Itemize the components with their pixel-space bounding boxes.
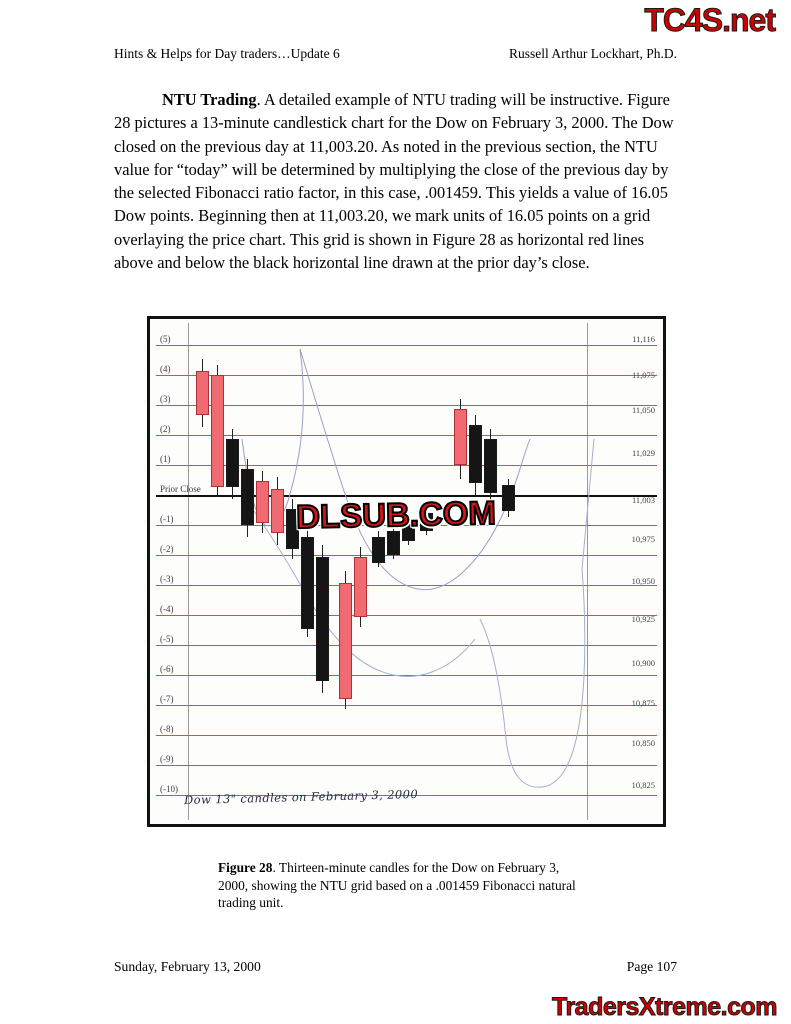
grid-label-left: (3)	[160, 394, 171, 404]
watermark-top-right: TC4S.net	[644, 2, 775, 38]
grid-label-left: (-8)	[160, 724, 174, 734]
ntu-grid-line	[156, 765, 657, 766]
footer-date: Sunday, February 13, 2000	[114, 959, 261, 974]
page-footer	[114, 959, 677, 975]
price-label-right: 10,825	[631, 780, 655, 790]
price-label-right: 11,003	[631, 495, 655, 505]
candle-body	[271, 489, 284, 533]
price-label-right: 10,925	[631, 614, 655, 624]
grid-label-prior-close: Prior Close	[160, 484, 201, 494]
price-label-right: 11,029	[631, 448, 655, 458]
running-head-right: Russell Arthur Lockhart, Ph.D.	[509, 46, 677, 61]
price-label-right: 10,875	[631, 698, 655, 708]
candle-body	[354, 557, 367, 617]
ntu-grid-line	[156, 555, 657, 556]
price-label-right: 10,950	[631, 576, 655, 586]
candle-body	[469, 425, 482, 483]
grid-label-left: (-6)	[160, 664, 174, 674]
grid-label-left: (-4)	[160, 604, 174, 614]
grid-label-left: (2)	[160, 424, 171, 434]
grid-label-left: (-5)	[160, 634, 174, 644]
grid-label-left: (4)	[160, 364, 171, 374]
candle-body	[502, 485, 515, 511]
ntu-grid-line	[156, 345, 657, 346]
footer-page-number: Page 107	[626, 959, 677, 974]
grid-label-left: (-2)	[160, 544, 174, 554]
ntu-grid-line	[156, 705, 657, 706]
candle-body	[211, 375, 224, 487]
lead-in-bold: NTU Trading	[162, 90, 257, 109]
price-label-right: 11,050	[631, 405, 655, 415]
ntu-grid-line	[156, 405, 657, 406]
price-label-right: 10,900	[631, 658, 655, 668]
chart-handwritten-note: Dow 13" candles on February 3, 2000	[183, 786, 419, 808]
ntu-grid-line	[156, 585, 657, 586]
grid-label-left: (-10)	[160, 784, 178, 794]
candle-body	[387, 531, 400, 555]
watermark-center: DLSUB.COM	[295, 493, 496, 536]
candlestick-chart	[150, 319, 663, 824]
candle-body	[454, 409, 467, 465]
candle-body	[226, 439, 239, 487]
ntu-grid-line	[156, 735, 657, 736]
price-label-right: 10,975	[631, 534, 655, 544]
grid-label-left: (-1)	[160, 514, 174, 524]
figure-caption-text: . Thirteen-minute candles for the Dow on February 3, 2000, showing the NTU grid based on a .001459 Fibonacci natural trading unit.	[218, 860, 576, 910]
chart-right-axis	[587, 323, 588, 820]
ntu-grid-line	[156, 615, 657, 616]
ntu-grid-line	[156, 645, 657, 646]
ntu-grid-line	[156, 375, 657, 376]
candle-body	[241, 469, 254, 525]
candle-body	[256, 481, 269, 523]
grid-label-left: (1)	[160, 454, 171, 464]
price-label-right: 10,850	[631, 738, 655, 748]
figure-28	[147, 316, 666, 827]
watermark-bottom-right: TradersXtreme.com	[552, 993, 777, 1021]
running-head-left: Hints & Helps for Day traders…Update 6	[114, 46, 340, 61]
chart-left-axis	[188, 323, 189, 820]
body-paragraph	[114, 88, 680, 274]
candle-body	[196, 371, 209, 415]
candle-body	[301, 537, 314, 629]
grid-label-left: (5)	[160, 334, 171, 344]
ntu-grid-line	[156, 675, 657, 676]
paragraph-text: . A detailed example of NTU trading will be instructive. Figure 28 pictures a 13-minute candlestick chart for the Dow on February 3, 2000. The Dow closed on the previous day at 11,003.20. As noted in the previous section, the NTU value for “today” will be determined by multiplying the close of the previous day by the selected Fibonacci ratio factor, in this case, .001459. This yields a value of 16.05 Dow points. Beginning then at 11,003.20, we mark units of 16.05 points on a grid overlaying the price chart. This grid is shown in Figure 28 as horizontal red lines above and below the black horizontal line drawn at the prior day’s close.	[114, 90, 674, 273]
price-label-right: 11,116	[632, 334, 655, 344]
grid-label-left: (-9)	[160, 754, 174, 764]
grid-label-left: (-3)	[160, 574, 174, 584]
figure-caption	[218, 859, 588, 912]
grid-label-left: (-7)	[160, 694, 174, 704]
candle-body	[316, 557, 329, 681]
figure-caption-label: Figure 28	[218, 860, 273, 875]
price-label-right: 11,075	[631, 370, 655, 380]
candle-body	[372, 537, 385, 563]
running-head	[114, 46, 677, 62]
candle-body	[339, 583, 352, 699]
candle-body	[484, 439, 497, 493]
